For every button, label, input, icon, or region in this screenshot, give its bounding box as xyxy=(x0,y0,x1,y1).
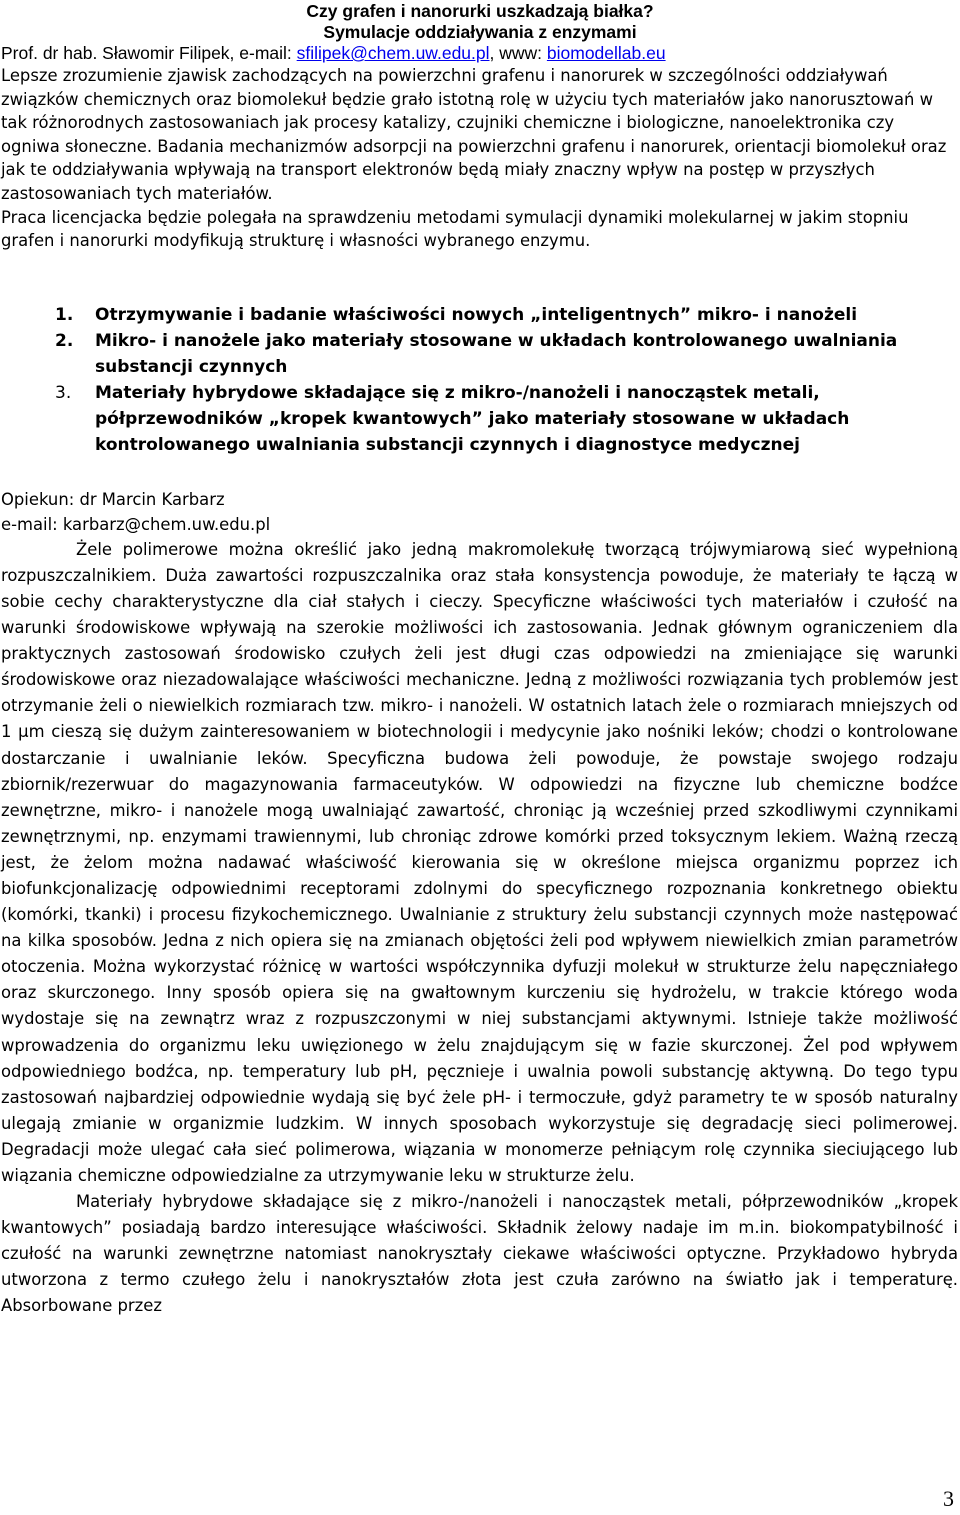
intro-paragraph-2: Praca licencjacka będzie polegała na sprawdzeniu metodami symulacji dynamiki molekularnej w jakim stopniu grafen i nanorurki modyfikują strukturę i własności wybranego enzymu. xyxy=(1,207,909,251)
topic-number: 2. xyxy=(55,330,74,351)
author-name: Prof. dr hab. Sławomir Filipek, e-mail: xyxy=(1,43,297,63)
topic-text: Otrzymywanie i badanie właściwości nowych „inteligentnych” mikro- i nanożeli xyxy=(95,304,858,325)
topic-number: 3. xyxy=(55,382,72,403)
title-line-2: Symulacje oddziaływania z enzymami xyxy=(323,22,637,42)
supervisor-email: e-mail: karbarz@chem.uw.edu.pl xyxy=(1,514,271,534)
www-link[interactable]: biomodellab.eu xyxy=(546,43,666,63)
topic-text: Mikro- i nanożele jako materiały stosowane w układach kontrolowanego uwalniania substancji czynnych xyxy=(95,330,898,377)
supervisor-block xyxy=(1,487,960,537)
supervisor-name: Opiekun: dr Marcin Karbarz xyxy=(1,489,225,509)
topics-list xyxy=(0,302,960,458)
topic-item xyxy=(0,302,920,328)
intro-paragraph-1: Lepsze zrozumienie zjawisk zachodzących na powierzchni grafenu i nanorurek w szczególności oddziaływań związków chemicznych oraz biomolekuł będzie grało istotną rolę w użyciu tych materiałów jako nanorusztowań w tak różnorodnych zastosowaniach jak procesy katalizy, czujniki chemiczne i biologiczne, nanoelektronika czy ogniwa słoneczne. Badania mechanizmów adsorpcji na powierzchni grafenu i nanorurek, orientacji biomolekuł oraz jak te oddziaływania wpływają na transport elektronów będą miały znaczny wpływ na postęp w przyszłych zastosowaniach tych materiałów. xyxy=(1,66,947,203)
topic-number: 1. xyxy=(55,304,74,325)
body-paragraph-2: Materiały hybrydowe składające się z mikro-/nanożeli i nanocząstek metali, półprzewodników „kropek kwantowych” posiadają bardzo interesujące właściwości. Składnik żelowy nadaje im m.in. biokompatybilność i czułość na warunki zewnętrzne natomiast nanokryształy ciekawe właściwości optyczne. Przykładowo hybryda utworzona z termo czułego żelu i nanokryształów złota jest czuła zarówno na światło jak i temperaturę. Absorbowane przez xyxy=(1,1192,958,1316)
email-link[interactable]: sfilipek@chem.uw.edu.pl xyxy=(296,43,490,63)
topic-text: Materiały hybrydowe składające się z mikro-/nanożeli i nanocząstek metali, półprzewodników „kropek kwantowych” jako materiały stosowane w układach kontrolowanego uwalniania substancji czynnych i diagnostyce medycznej xyxy=(95,382,850,455)
topic-item xyxy=(0,328,920,380)
page-number: 3 xyxy=(943,1486,954,1511)
body-paragraph-1: Żele polimerowe można określić jako jedną makromolekułę tworzącą trójwymiarową sieć wypełnioną rozpuszczalnikiem. Duża zawartości rozpuszczalnika oraz stała konsystencja powoduje, że materiały te łączą w sobie cechy charakterystyczne dla ciał stałych i cieczy. Specyficzne właściwości tych materiałów i czułość na warunki środowiskowe wpływają na szerokie możliwości ich zastosowania. Jednak głównym ograniczeniem dla praktycznych zastosowań środowisko czułych żeli jest długi czas odpowiedzi na zmieniające się warunki środowiskowe oraz niezadowalające właściwości mechaniczne. Jedną z możliwości rozwiązania tych problemów jest otrzymanie żeli o niewielkich rozmiarach tzw. mikro- i nanożeli. W ostatnich latach żele o rozmiarach mniejszych od 1 μm cieszą się dużym zainteresowaniem w biotechnologii i medycynie jako nośniki leków; chodzi o kontrolowane dostarczanie i uwalnianie leków. Specyficzna budowa żeli powoduje, że powstaje swojego rodzaju zbiornik/rezerwuar do magazynowania farmaceutyków. W odpowiedzi na fizyczne lub chemiczne bodźce zewnętrzne, mikro- i nanożele mogą uwalniająć zawartość, chroniąc ją wcześniej przed szkodliwymi czynnikami zewnętrznymi, np. enzymami trawiennymi, lub chroniąc zdrowe komórki przed toksycznym lekiem. Ważną rzeczą jest, że żelom można nadawać właściwość kierowania się w określone miejsca organizmu poprzez ich biofunkcjonalizację odpowiednimi receptorami zdolnymi do specyficznego rozpoznania konkretnego obiektu (komórki, tkanki) i procesu fizykochemicznego. Uwalnianie z struktury żelu substancji czynnych może następować na kilka sposobów. Jedna z nich opiera się na zmianach objętości żeli pod wpływem niewielkich zmian parametrów otoczenia. Można wykorzystać różnicę w wartości współczynnika dyfuzji molekuł w strukturze żelu napęczniałego oraz skurczonego. Inny sposób opiera się na gwałtownym kurczeniu się hydrożelu, w trakcie którego woda wydostaje się na zewnątrz wraz z rozpuszczonymi w niej substancjami aktywnymi. Istnieje także możliwość wprowadzenia do organizmu leku uwięzionego w żelu znajdującym się w fazie skurczonej. Żel pod wpływem odpowiedniego bodźca, np. temperatury lub pH, pęcznieje i uwalnia powoli substancję aktywną. Do tego typu zastosowań najbardziej odpowiednie wydają się być żele pH- i termoczułe, gdyż parametry te w sposób naturalny ulegają zmianie w organizmie ludzkim. W innych sposobach wykorzystuje się degradację sieci polimerowej. Degradacji może ulegać cała sieć polimerowa, wiązania w monomerze pełniącym rolę czynnika sieciującego lub wiązania chemiczne odpowiedzialne za utrzymywanie leku w strukturze żelu. xyxy=(1,539,958,1185)
www-label: , www: xyxy=(489,43,547,63)
topic-item xyxy=(0,380,920,458)
title-line-1: Czy grafen i nanorurki uszkadzają białka? xyxy=(306,1,654,21)
author-line xyxy=(1,43,960,64)
